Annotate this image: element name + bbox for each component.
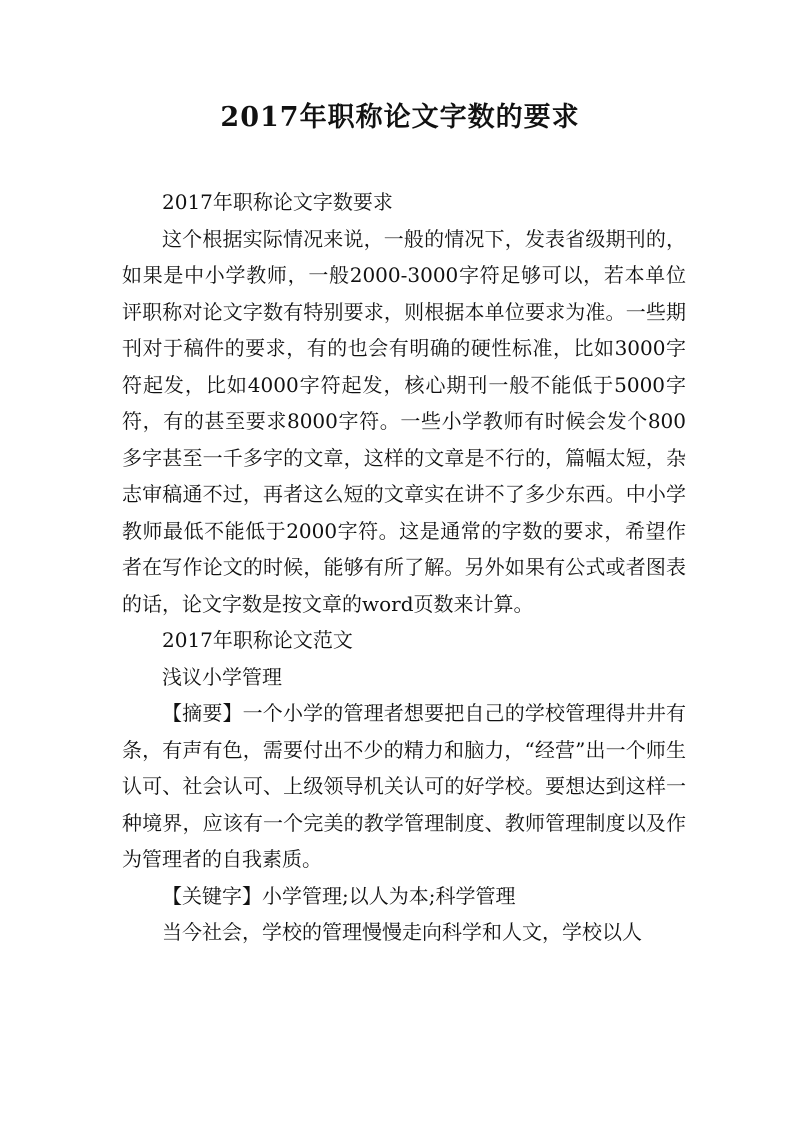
paragraph-word-count-requirement: 这个根据实际情况来说，一般的情况下，发表省级期刊的，如果是中小学教师，一般2000-3000字符足够可以，若本单位评职称对论文字数有特别要求，则根据本单位要求为准。一些期刊对于稿件的要求，有的也会有明确的硬性标准，比如3000字符起发，比如4000字符起发，核心期刊一般不能低于5000字符，有的甚至要求8000字符。一些小学教师有时候会发个800多字甚至一千多字的文章，这样的文章是不行的，篇幅太短，杂志审稿通不过，再者这么短的文章实在讲不了多少东西。中小学教师最低不能低于2000字符。这是通常的字数的要求，希望作者在写作论文的时候，能够有所了解。另外如果有公式或者图表的话，论文字数是按文章的word页数来计算。 <box>122 226 686 616</box>
paragraph-article-title: 浅议小学管理 <box>162 664 282 689</box>
paragraph-intro: 当今社会，学校的管理慢慢走向科学和人文，学校以人 <box>162 920 642 944</box>
paragraph-subtitle: 2017年职称论文字数要求 <box>162 190 393 214</box>
paragraph-keywords: 【关键字】小学管理;以人为本;科学管理 <box>162 883 516 908</box>
document-title: 2017年职称论文字数的要求 <box>220 102 580 133</box>
paragraph-sample-heading: 2017年职称论文范文 <box>162 628 353 652</box>
paragraph-abstract: 【摘要】一个小学的管理者想要把自己的学校管理得井井有条，有声有色，需要付出不少的精力和脑力，“经营”出一个师生认可、社会认可、上级领导机关认可的好学校。要想达到这样一种境界，应该有一个完美的教学管理制度、教师管理制度以及作为管理者的自我素质。 <box>122 701 686 871</box>
document-body <box>122 184 686 951</box>
